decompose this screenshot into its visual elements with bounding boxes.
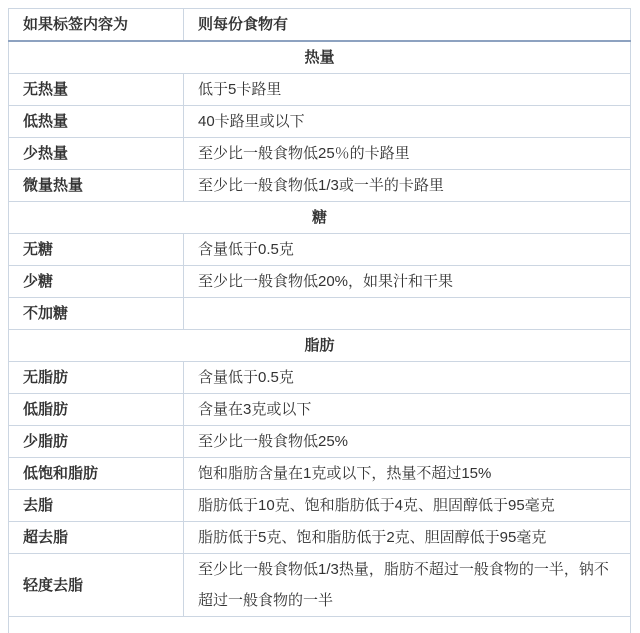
section-header-row (9, 202, 631, 234)
table-row (9, 74, 631, 106)
table-row (9, 138, 631, 170)
label-term-cell: 轻度去脂 (9, 554, 184, 617)
label-term-cell: 少热量 (9, 138, 184, 170)
label-term-cell: 不加糖 (9, 298, 184, 330)
label-definition-cell: 脂肪低于10克、饱和脂肪低于4克、胆固醇低于95毫克 (184, 490, 631, 522)
table-row (9, 458, 631, 490)
section-title: 糖 (9, 202, 631, 234)
label-definition-cell: 含量低于0.5克 (184, 234, 631, 266)
table-row (9, 554, 631, 617)
table-row (9, 106, 631, 138)
table-row (9, 266, 631, 298)
partial-cutoff-row (9, 617, 631, 633)
column-header-label-condition: 如果标签内容为 (9, 9, 184, 42)
label-definition-cell: 含量在3克或以下 (184, 394, 631, 426)
label-definition-cell: 至少比一般食物低20%，如果汁和干果 (184, 266, 631, 298)
table-row (9, 234, 631, 266)
label-term-cell: 少脂肪 (9, 426, 184, 458)
section-title: 热量 (9, 41, 631, 74)
column-header-per-serving: 则每份食物有 (184, 9, 631, 42)
label-term-cell: 低热量 (9, 106, 184, 138)
label-definition-cell: 含量低于0.5克 (184, 362, 631, 394)
label-term-cell: 超去脂 (9, 522, 184, 554)
label-term-cell: 微量热量 (9, 170, 184, 202)
label-definition-cell: 至少比一般食物低25％的卡路里 (184, 138, 631, 170)
label-term-cell: 低饱和脂肪 (9, 458, 184, 490)
label-term-cell: 低脂肪 (9, 394, 184, 426)
label-definition-cell: 至少比一般食物低25% (184, 426, 631, 458)
label-definition-cell (184, 298, 631, 330)
table-row (9, 426, 631, 458)
table-row (9, 394, 631, 426)
label-term-cell: 无热量 (9, 74, 184, 106)
label-definition-cell: 低于5卡路里 (184, 74, 631, 106)
food-label-table (8, 8, 631, 633)
label-term-cell: 无脂肪 (9, 362, 184, 394)
partial-cutoff-cell (9, 617, 631, 633)
label-definition-cell: 40卡路里或以下 (184, 106, 631, 138)
table-row (9, 522, 631, 554)
table-row (9, 362, 631, 394)
section-header-row (9, 330, 631, 362)
label-definition-cell: 至少比一般食物低1/3热量，脂肪不超过一般食物的一半，钠不超过一般食物的一半 (184, 554, 631, 617)
label-definition-cell: 至少比一般食物低1/3或一半的卡路里 (184, 170, 631, 202)
label-term-cell: 无糖 (9, 234, 184, 266)
table-row (9, 170, 631, 202)
label-definition-cell: 脂肪低于5克、饱和脂肪低于2克、胆固醇低于95毫克 (184, 522, 631, 554)
table-row (9, 298, 631, 330)
label-term-cell: 去脂 (9, 490, 184, 522)
section-title: 脂肪 (9, 330, 631, 362)
table-row (9, 490, 631, 522)
section-header-row (9, 41, 631, 74)
label-term-cell: 少糖 (9, 266, 184, 298)
label-definition-cell: 饱和脂肪含量在1克或以下，热量不超过15% (184, 458, 631, 490)
table-header-row (9, 9, 631, 42)
table-body (9, 41, 631, 633)
